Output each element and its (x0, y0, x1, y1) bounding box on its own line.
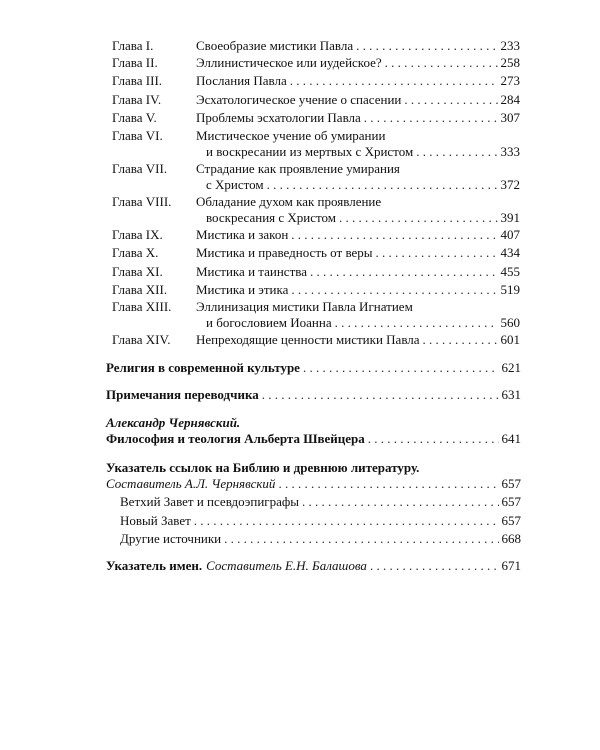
leader-dots (335, 315, 498, 331)
toc-subentry[interactable] (120, 531, 521, 547)
chapter-title-continued: и воскресании из мертвых с Христом (206, 143, 414, 159)
toc-entry-bible-index[interactable] (106, 460, 521, 492)
subsection-title: Ветхий Завет и псевдоэпиграфы (120, 494, 300, 509)
leader-dots (364, 110, 498, 126)
leader-dots (194, 513, 499, 529)
toc-subentry[interactable] (120, 513, 521, 529)
chapter-title: Эсхатологическое учение о спасении (196, 92, 402, 107)
chapter-title: Обладание духом как проявление (196, 194, 382, 209)
leader-dots (278, 476, 498, 492)
leader-dots (291, 282, 497, 298)
leader-dots (368, 431, 499, 447)
chapter-title: Эллинистическое или иудейское? (196, 55, 382, 70)
page-number: 601 (500, 332, 520, 347)
page-number: 631 (501, 387, 521, 402)
leader-dots (423, 332, 498, 348)
subsection-title: Новый Завет (120, 513, 191, 528)
chapter-label: Глава IX. (112, 227, 163, 242)
compiler-name: Составитель А.Л. Чернявский (106, 476, 276, 491)
chapter-label: Глава XI. (112, 264, 163, 279)
chapter-title: Эллинизация мистики Павла Игнатием (196, 299, 413, 314)
leader-dots (290, 73, 498, 89)
chapter-title: Страдание как проявление умирания (196, 161, 400, 176)
chapter-label: Глава I. (112, 38, 154, 53)
chapter-title: Проблемы эсхатологии Павла (196, 110, 361, 125)
toc-entry-names-index[interactable] (106, 558, 521, 574)
subsection-title: Другие источники (120, 531, 222, 546)
leader-dots (385, 55, 498, 71)
chapter-title: Послания Павла (196, 73, 287, 88)
chapter-title: Мистика и таинства (196, 264, 307, 279)
page-number: 233 (500, 38, 520, 53)
chapter-title: Своеобразие мистики Павла (196, 38, 354, 53)
page-number: 407 (500, 227, 520, 242)
page-number: 391 (500, 209, 520, 225)
chapter-label: Глава VI. (112, 128, 163, 143)
page-number: 455 (500, 264, 520, 279)
leader-dots (416, 144, 497, 160)
chapter-title: Мистика и праведность от веры (196, 245, 373, 260)
leader-dots (356, 38, 497, 54)
leader-dots (303, 360, 499, 376)
page-number: 621 (501, 360, 521, 375)
chapter-title: Мистика и этика (196, 282, 289, 297)
page-number: 434 (500, 245, 520, 260)
section-title: Указатель имен. (106, 558, 203, 573)
compiler-name: Составитель Е.Н. Балашова (206, 558, 367, 573)
page-number: 258 (500, 55, 520, 70)
chapter-title-continued: и богословием Иоанна (206, 314, 332, 330)
toc-entry-notes[interactable] (106, 387, 521, 403)
leader-dots (302, 494, 498, 510)
leader-dots (291, 227, 497, 243)
toc-entry-essay[interactable] (106, 415, 521, 447)
toc-subentry[interactable] (120, 494, 521, 510)
chapter-label: Глава VIII. (112, 194, 172, 209)
leader-dots (376, 245, 498, 261)
chapter-label: Глава IV. (112, 92, 162, 107)
section-title: Философия и теология Альберта Швейцера (106, 431, 365, 446)
leader-dots (339, 210, 497, 226)
chapter-label: Глава X. (112, 245, 159, 260)
chapter-label: Глава XIII. (112, 299, 172, 314)
chapter-label: Глава III. (112, 73, 163, 88)
chapter-label: Глава XII. (112, 282, 168, 297)
page-number: 671 (501, 558, 521, 573)
leader-dots (267, 177, 498, 193)
page-number: 307 (500, 110, 520, 125)
section-title: Примечания переводчика (106, 387, 259, 402)
chapter-title-continued: воскресания с Христом (206, 209, 337, 225)
leader-dots (224, 531, 498, 547)
leader-dots (262, 387, 499, 403)
chapter-title-continued: с Христом (206, 176, 264, 192)
page-number: 657 (501, 476, 521, 491)
page-number: 641 (501, 431, 521, 446)
page-number: 519 (500, 282, 520, 297)
section-title: Указатель ссылок на Библию и древнюю литературу. (106, 460, 420, 475)
leader-dots (370, 558, 499, 574)
page-number: 273 (500, 73, 520, 88)
leader-dots (404, 92, 497, 108)
page-number: 372 (500, 176, 520, 192)
chapter-title: Мистика и закон (196, 227, 289, 242)
chapter-label: Глава II. (112, 55, 158, 70)
page-number: 284 (500, 92, 520, 107)
essay-author: Александр Чернявский. (106, 415, 241, 430)
chapter-label: Глава XIV. (112, 332, 171, 347)
page-number: 333 (500, 143, 520, 159)
page-number: 657 (501, 513, 521, 528)
section-title: Религия в современной культуре (106, 360, 300, 375)
page-number: 560 (500, 314, 520, 330)
leader-dots (310, 264, 498, 280)
page-number: 668 (501, 531, 521, 546)
page-number: 657 (501, 494, 521, 509)
chapter-title: Непреходящие ценности мистики Павла (196, 332, 420, 347)
chapter-label: Глава VII. (112, 161, 168, 176)
chapter-title: Мистическое учение об умирании (196, 128, 386, 143)
toc-entry-religion[interactable] (106, 360, 521, 376)
chapter-label: Глава V. (112, 110, 157, 125)
